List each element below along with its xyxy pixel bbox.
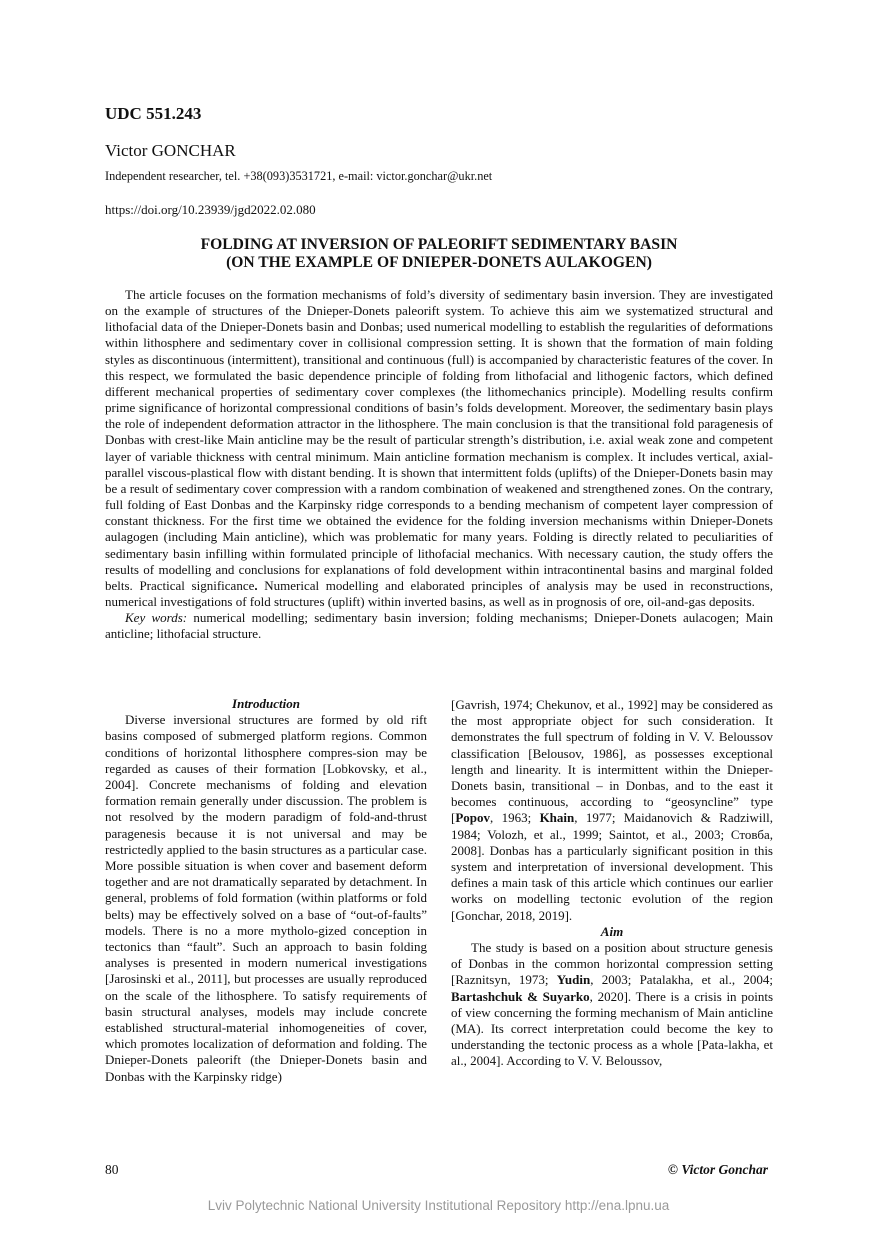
keywords-list: numerical modelling; sedimentary basin inversion; folding mechanisms; Dnieper-Donets aulacogen; Main anticline; lithofacial structure.: [105, 610, 773, 642]
abstract-body: The article focuses on the formation mechanisms of fold’s diversity of sedimentary basin inversion. They are investigated on the example of structures of the Dnieper-Donets paleorift system. To achieve this aim we systematized structural and lithofacial data of the Dnieper-Donets basin and Donbas; used numerical modelling to establish the regularities of deformations within lithosphere and sedimentary cover in collisional compression setting. It is shown that the formation of main folding styles as discontinuous (intermittent), transitional and continuous (full) is accompanied by characteristic features of the cover. In this respect, we formulated the basic dependence principle of folding from lithofacial and lithogenic factors, which defined different mechanical properties of sedimentary cover complexes (the lithomechanics principle). Modelling results confirm prime significance of horizontal compressional conditions of basin’s folds development. Moreover, the sedimentary basin plays the role of independent deformation attractor in the lithosphere. The main conclusion is that the transitional fold paragenesis of Donbas with crest-like Main anticline may be the result of particular strength’s distribution, i.e. axial weak zone and competent layer of variable thickness with central minimum. Main anticline formation mechanism is complex. It includes vertical, axial-parallel viscous-plastical flow with distant bending. It is shown that intermittent folds (uplifts) of the Dnieper-Donets basin may be a result of sedimentary cover compression with a random combination of weakened and strengthened zones. On the contrary, full folding of East Donbas and the Karpinsky ridge corresponds to a bending mechanism of competent layer compression of constant thickness. For the first time we obtained the evidence for the folding inversion mechanisms within Dnieper-Donets aulagogen (including Main anticline), which was problematic for many years. Folding is directly related to peculiarities of sedimentary basin infilling within formulated principle of lithofacial mechanics. With necessary caution, the study offers the results of modelling and conclusions for explanations of fold development within intracontinental basins and marginal folded belts. Practical significance: [105, 287, 773, 593]
ref-bartashchuk: Bartashchuk & Suyarko: [451, 988, 590, 1004]
introduction-heading: Introduction: [232, 696, 300, 711]
aim-text: [451, 940, 773, 1070]
abstract-bold-dot: .: [254, 577, 258, 593]
abstract-text: [105, 287, 773, 610]
title-line-2: (ON THE EXAMPLE OF DNIEPER-DONETS AULAKOGEN): [226, 254, 652, 271]
text-span: [Gavrish, 1974; Chekunov, et al., 1992] may be considered as the most appropriate object for such consideration. It demonstrates the full spectrum of folding in V. V. Beloussov classification [Belousov, 1986], as possesses exceptional length and linearity. It is intermittent within the Dnieper-Donets basin, transitional – in Donbas, and to the east it becomes continuous, according to “geosyncline” type [: [451, 697, 773, 826]
aim-heading: Aim: [600, 923, 624, 939]
right-column: [451, 697, 773, 1070]
abstract: [105, 287, 773, 642]
ref-khain: Khain: [539, 810, 575, 826]
right-column-text: [451, 697, 773, 924]
udc-code: UDC 551.243: [105, 104, 202, 123]
introduction-text: Diverse inversional structures are formed by old rift basins composed of submerged platform regions. Common conditions of horizontal lithosphere compres-sion may be regarded as causes of their formation [Lobkovsky, et al., 2004]. Concrete mechanisms of folding and elevation formation remain generally under discussion. The problem is not resolved by the modern paradigm of fold-and-thrust paragenesis because it is not universal and may be restrictedly applied to the basin structures as a particular case. More possible situation is when cover and basement deform together and are not dramatically separated by detachment. In general, problems of fold formation (within platforms or fold belts) may be effectively solved on a base of “out-of-faults” models. There is no a more mytholo-gized conception in tectonics than “fault”. Such an approach to basin folding analyses is presented in modern numerical investigations [Jarosinski et al., 2011], but processes are usually reproduced on the scale of the lithosphere. To satisfy requirements of basin structural analyses, models may include concrete established structural-material inhomogeneities of cover, which promotes localization of deformation and folding. The Dnieper-Donets paleorift (the Dnieper-Donets basin and Donbas with the Karpinsky ridge): [105, 712, 427, 1084]
page-number: 80: [105, 1162, 119, 1177]
text-span: , 1963;: [490, 810, 540, 826]
keywords: [105, 610, 773, 642]
title-line-1: FOLDING AT INVERSION OF PALEORIFT SEDIMENTARY BASIN: [200, 236, 678, 253]
left-column: [105, 696, 427, 1085]
repository-footer[interactable]: Lviv Polytechnic National University Institutional Repository http://ena.lpnu.ua: [207, 1198, 670, 1213]
ref-popov: Popov: [455, 810, 491, 826]
keywords-label: Key words:: [125, 610, 188, 626]
ref-yudin: Yudin: [556, 972, 591, 988]
author-affiliation: Independent researcher, tel. +38(093)3531721, e-mail: victor.gonchar@ukr.net: [105, 169, 493, 183]
text-span: The study is based on a position about structure genesis of Donbas in the common horizontal compression setting [Raznitsyn, 1973;: [451, 940, 773, 988]
author-name: Victor GONCHAR: [105, 141, 236, 160]
text-span: , 2020]. There is a crisis in points of view concerning the forming mechanism of Main anticline (MA). Its correct interpretation could become the key to understanding the tectonic process as a whole [Pata-lakha, et al., 2004]. According to V. V. Beloussov,: [451, 988, 774, 1069]
text-span: , 2003; Patalakha, et al., 2004;: [590, 972, 773, 988]
copyright: © Victor Gonchar: [667, 1162, 768, 1177]
doi-link[interactable]: https://doi.org/10.23939/jgd2022.02.080: [105, 202, 316, 217]
abstract-body-end: Numerical modelling and elaborated principles of analysis may be used in reconstructions, numerical investigations of fold structures (uplift) within inverted basins, as well as in prognosis of ore, oil-and-gas deposits.: [105, 577, 773, 609]
text-span: , 1977; Maidanovich & Radziwill, 1984; Volozh, et al., 1999; Saintot, et al., 2003; Стовба, 2008]. Donbas has a particularly significant position in this system and interpretation of inversional development. This defines a main task of this article which continues our earlier works on modelling tectonic evolution of the region [Gonchar, 2018, 2019].: [451, 810, 773, 923]
paper-title: [105, 236, 773, 272]
